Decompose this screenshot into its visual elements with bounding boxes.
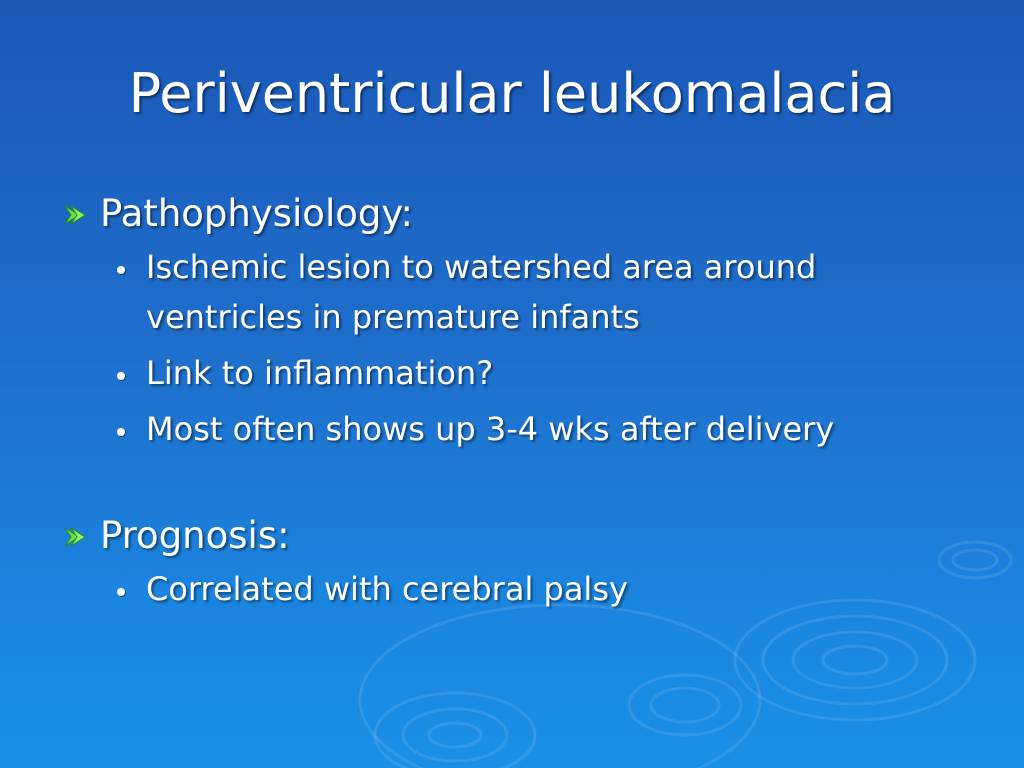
list-item [62,348,982,398]
slide-body [62,190,982,620]
section-pathophysiology [62,190,982,238]
section-prognosis [62,512,982,560]
list-item-text: Link to inflammation? [146,354,494,392]
list-item [62,242,982,342]
dot-bullet-icon [117,372,125,380]
dot-bullet-icon [117,588,125,596]
section-spacer [62,460,982,512]
list-item-text: Correlated with cerebral palsy [146,570,628,608]
arrow-bullet-icon [62,526,88,548]
list-item-text: Ischemic lesion to watershed area around ventricles in premature infants [146,248,817,336]
list-item [62,404,982,454]
dot-bullet-icon [117,428,125,436]
bullet-list [62,242,982,454]
list-item-text: Most often shows up 3-4 wks after delivery [146,410,835,448]
arrow-bullet-icon [62,204,88,226]
list-item [62,564,982,614]
section-heading: Prognosis: [100,514,290,557]
slide-title: Periventricular leukomalacia [128,62,896,125]
bullet-list [62,564,982,614]
dot-bullet-icon [117,266,125,274]
section-heading: Pathophysiology: [100,192,414,235]
